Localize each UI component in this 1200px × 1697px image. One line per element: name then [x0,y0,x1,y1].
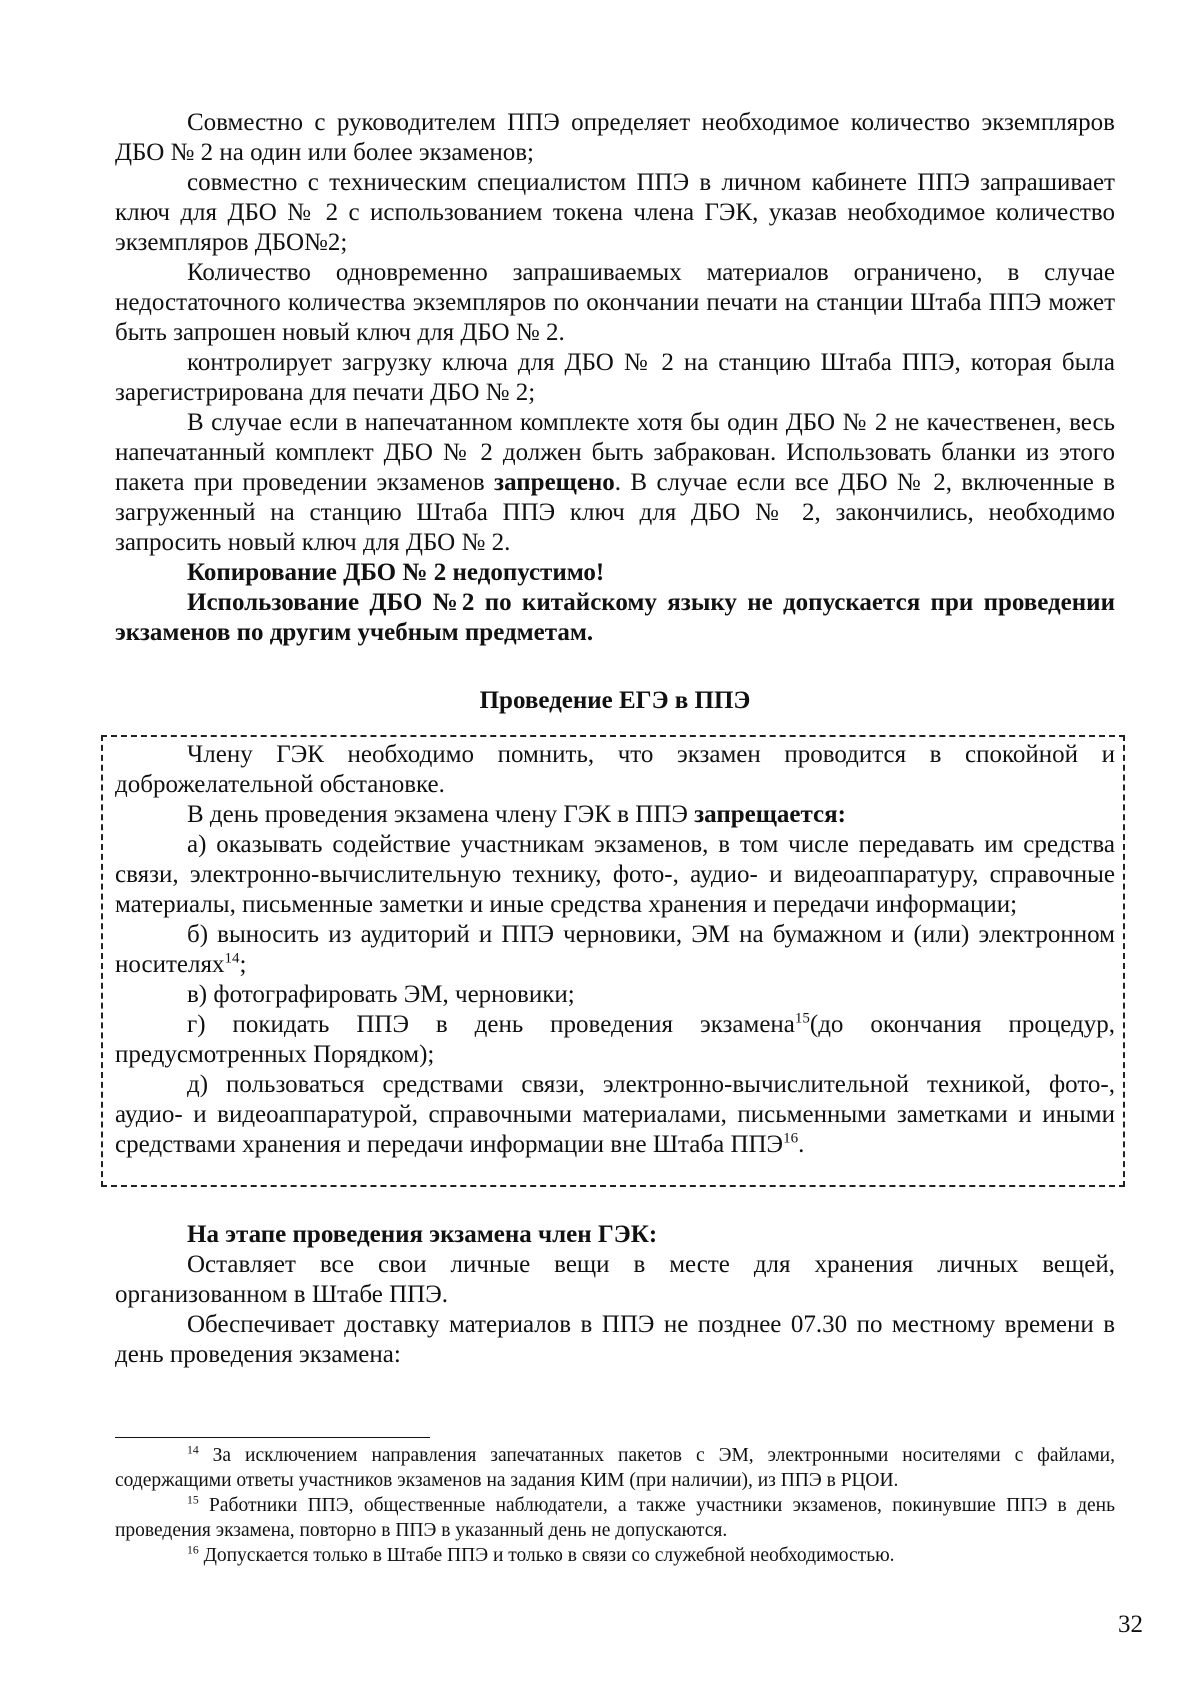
footnote-number: 16 [187,1543,199,1557]
footnote [115,1443,1115,1493]
exam-stage-section [115,1220,1115,1370]
list-item: а) оказывать содействие участникам экзаменов, в том числе передавать им средства связи, электронно-вычислительную технику, фото-, аудио- и видеоаппаратуру, справочные материалы, письменные заметки и иные средства хранения и передачи информации; [115,831,1115,918]
subheading: На этапе проведения экзамена член ГЭК: [187,1221,658,1248]
list-item [115,1070,1115,1160]
footnote-ref: 14 [224,950,240,967]
paragraph: Обеспечивает доставку материалов в ППЭ не позднее 07.30 по местному времени в день проведения экзамена: [115,1311,1115,1368]
bold-run: запрещено [494,469,615,496]
paragraph: Члену ГЭК необходимо помнить, что экзамен проводится в спокойной и доброжелательной обстановке. [115,741,1115,798]
bold-run: запрещается: [694,801,846,828]
footnote-ref: 15 [794,1010,810,1027]
main-text [115,108,1115,716]
paragraph [115,800,1115,830]
page-number: 32 [1118,1611,1143,1638]
footnote-ref: 16 [783,1130,799,1147]
warning-chinese: Использование ДБО №2 по китайскому языку не допускается при проведении экзаменов по другим учебным предметам. [115,589,1115,646]
footnote-separator [115,1437,430,1438]
paragraph: Количество одновременно запрашиваемых материалов ограничено, в случае недостаточного количества экземпляров по окончании печати на станции Штаба ППЭ может быть запрошен новый ключ для ДБО № 2. [115,259,1115,346]
text-run: В случае если в напечатанном комплекте хотя бы один ДБО № 2 не качественен, весь напечатанный комплект ДБО № 2 должен быть забракован. Использовать бланки из этого пакета при проведении экзаменов [115,409,1115,496]
paragraph: Совместно с руководителем ППЭ определяет необходимое количество экземпляров ДБО № 2 на один или более экзаменов; [115,109,1115,166]
text-run: В день проведения экзамена члену ГЭК в ППЭ [187,801,695,828]
paragraph: Оставляет все свои личные вещи в месте для хранения личных вещей, организованном в Штабе ППЭ. [115,1251,1115,1308]
list-item [115,1010,1115,1070]
footnote [115,1543,1115,1568]
box-content [115,740,1115,1160]
paragraph: контролирует загрузку ключа для ДБО № 2 на станцию Штаба ППЭ, которая была зарегистрирована для печати ДБО № 2; [115,349,1115,406]
paragraph [115,408,1115,558]
footnote-text: Допускается только в Штабе ППЭ и только в связи со служебной необходимостью. [198,1545,895,1566]
text-run: г) покидать ППЭ в день проведения экзамена [187,1011,795,1038]
warning-copy: Копирование ДБО № 2 недопустимо! [187,559,605,586]
text-run: . В случае если все ДБО № 2, включенные в загруженный на станцию Штаба ППЭ ключ для ДБО № 2, закончились, необходимо запросить новый ключ для ДБО № 2. [115,469,1115,556]
footnote-text: Работники ППЭ, общественные наблюдатели, а также участники экзаменов, покинувшие ППЭ в день проведения экзамена, повторно в ППЭ в указанный день не допускаются. [115,1495,1115,1541]
paragraph: совместно с техническим специалистом ППЭ в личном кабинете ППЭ запрашивает ключ для ДБО № 2 с использованием токена члена ГЭК, указав необходимое количество экземпляров ДБО№2; [115,169,1115,256]
text-run: д) пользоваться средствами связи, электронно-вычислительной техникой, фото-, аудио- и видеоаппаратурой, справочными материалами, письменными заметками и иными средствами хранения и передачи информации вне Штаба ППЭ [115,1071,1115,1158]
list-item: в) фотографировать ЭМ, черновики; [187,981,575,1008]
text-run: . [798,1131,805,1158]
text-run: (до окончания процедур, предусмотренных Порядком); [115,1011,1115,1068]
text-run: б) выносить из аудиторий и ППЭ черновики, ЭМ на бумажном и (или) электронном носителях [115,921,1115,978]
footnote-text: За исключением направления запечатанных пакетов с ЭМ, электронными носителями с файлами, содержащими ответы участников экзаменов на задания КИМ (при наличии), из ППЭ в РЦОИ. [115,1445,1115,1491]
section-heading: Проведение ЕГЭ в ППЭ [479,687,751,714]
footnote-number: 14 [187,1443,199,1457]
footnotes [115,1443,1115,1568]
footnote-number: 15 [187,1493,199,1507]
text-run: ; [239,951,247,978]
footnote [115,1493,1115,1543]
list-item [115,920,1115,980]
